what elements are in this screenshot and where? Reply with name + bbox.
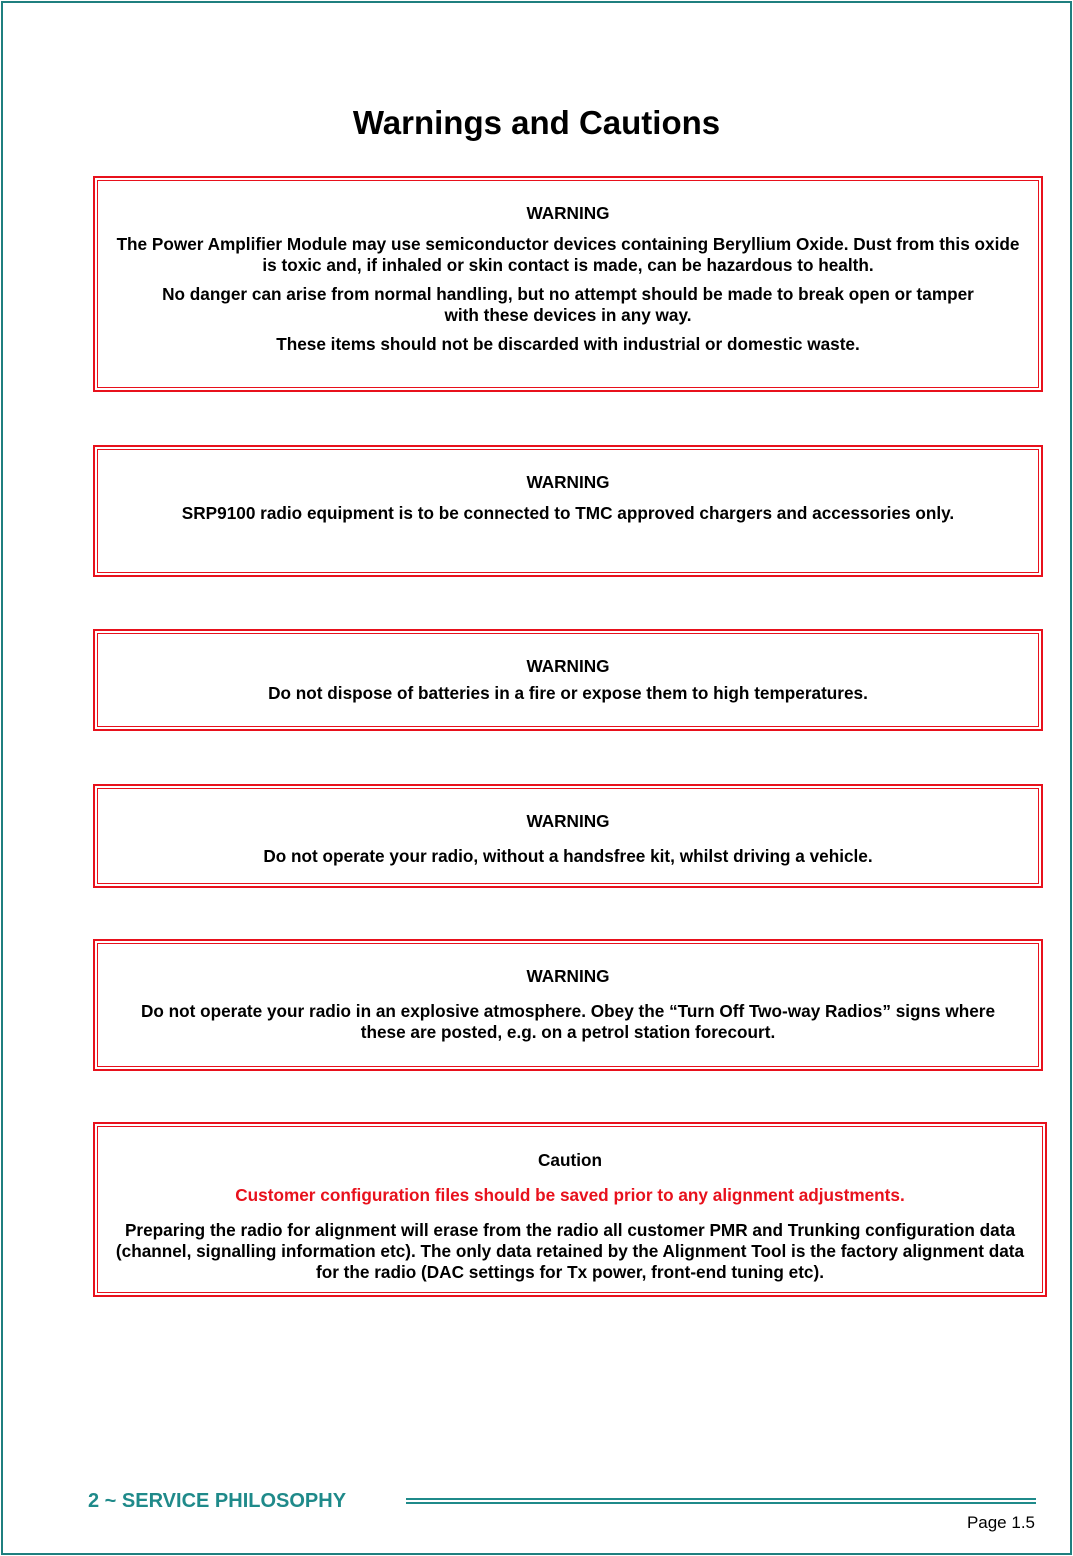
footer-divider [406, 1498, 1036, 1504]
caution-highlight-text: Customer configuration files should be saved prior to any alignment adjustments. [235, 1185, 905, 1205]
warning-heading: WARNING [526, 472, 610, 492]
warning-box-explosive [93, 939, 1043, 1071]
warning-box-chargers [93, 445, 1043, 577]
warning-box-beryllium [93, 176, 1043, 392]
warning-box-driving [93, 784, 1043, 888]
caution-box [93, 1122, 1047, 1297]
warning-box-batteries [93, 629, 1043, 731]
caution-text: Preparing the radio for alignment will erase from the radio all customer PMR and Trunking configuration data (channel, signalling information etc). The only data retained by the Alignment Tool is the factory alignment data for the radio (DAC settings for Tx power, front-end tuning etc). [115, 1220, 1025, 1282]
page-number: Page 1.5 [966, 1513, 1035, 1532]
warning-heading: WARNING [526, 811, 610, 831]
warning-text: The Power Amplifier Module may use semiconductor devices containing Beryllium Oxide. Dust from this oxide is toxic and, if inhaled or skin contact is made, can be hazardous to health. [116, 234, 1020, 275]
warning-text: SRP9100 radio equipment is to be connected to TMC approved chargers and accessories only. [181, 503, 955, 523]
warning-text: No danger can arise from normal handling, but no attempt should be made to break open or tamper with these devices in any way. [162, 284, 974, 325]
caution-heading: Caution [538, 1150, 602, 1170]
warning-heading: WARNING [526, 656, 610, 676]
warning-text: Do not operate your radio, without a handsfree kit, whilst driving a vehicle. [263, 846, 873, 866]
warning-heading: WARNING [526, 203, 610, 223]
page-title: Warnings and Cautions [352, 104, 721, 141]
warning-text: These items should not be discarded with industrial or domestic waste. [276, 334, 860, 354]
footer-section-title: 2 ~ SERVICE PHILOSOPHY [88, 1490, 347, 1512]
warning-text: Do not dispose of batteries in a fire or expose them to high temperatures. [268, 683, 868, 703]
warning-text: Do not operate your radio in an explosive atmosphere. Obey the “Turn Off Two-way Radios” signs where these are posted, e.g. on a petrol station forecourt. [140, 1001, 996, 1042]
warning-heading: WARNING [526, 966, 610, 986]
